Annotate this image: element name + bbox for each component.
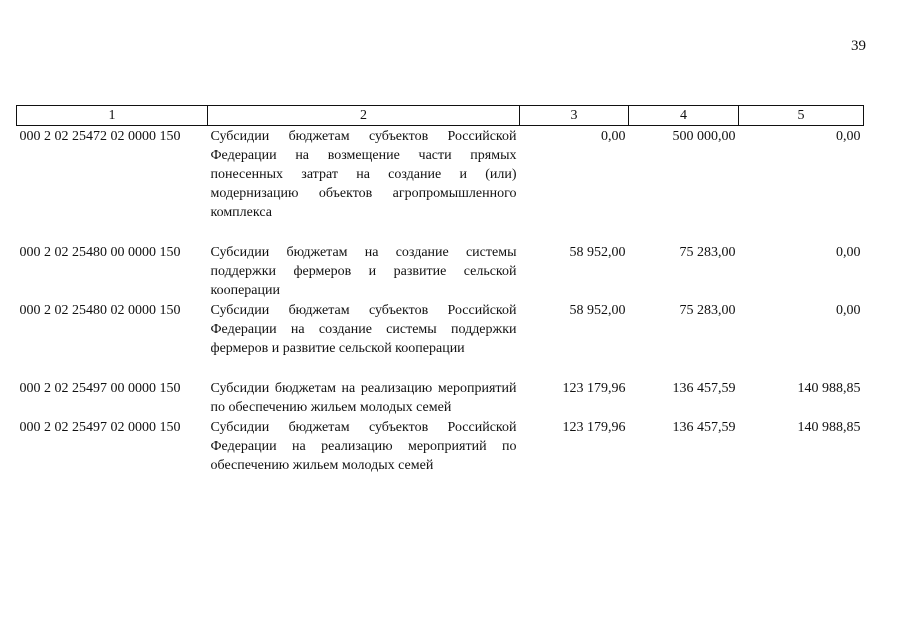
column-header-5: 5 — [739, 106, 864, 126]
row-code: 000 2 02 25480 00 0000 150 — [19, 245, 181, 260]
row-value-col3: 58 952,00 — [569, 303, 626, 318]
row-value-col4: 136 457,59 — [672, 381, 736, 396]
row-code: 000 2 02 25497 00 0000 150 — [19, 381, 181, 396]
row-value-col5: 0,00 — [836, 129, 861, 144]
row-spacer — [17, 358, 864, 378]
table-row — [17, 300, 864, 358]
row-value-col3: 58 952,00 — [569, 245, 626, 260]
row-spacer — [17, 222, 864, 242]
row-value-col3: 0,00 — [601, 129, 626, 144]
row-code: 000 2 02 25497 02 0000 150 — [19, 420, 181, 435]
row-value-col4: 136 457,59 — [672, 420, 736, 435]
row-value-col3: 123 179,96 — [562, 381, 626, 396]
row-code: 000 2 02 25480 02 0000 150 — [19, 303, 181, 318]
budget-table — [16, 105, 864, 475]
column-header-2: 2 — [208, 106, 520, 126]
row-code: 000 2 02 25472 02 0000 150 — [19, 129, 181, 144]
row-value-col5: 140 988,85 — [797, 381, 861, 396]
column-header-4: 4 — [629, 106, 739, 126]
row-value-col5: 0,00 — [836, 245, 861, 260]
table-row — [17, 417, 864, 475]
row-description: Субсидии бюджетам на реализацию мероприятий по обеспечению жильем молодых семей — [210, 381, 517, 415]
row-description: Субсидии бюджетам субъектов Российской Федерации на создание системы поддержки фермеров и развитие сельской кооперации — [210, 303, 517, 356]
row-description: Субсидии бюджетам на создание системы поддержки фермеров и развитие сельской кооперации — [210, 245, 517, 298]
row-value-col4: 75 283,00 — [679, 303, 736, 318]
row-value-col5: 0,00 — [836, 303, 861, 318]
row-value-col4: 75 283,00 — [679, 245, 736, 260]
row-value-col5: 140 988,85 — [797, 420, 861, 435]
page-number: 39 — [851, 38, 866, 54]
row-value-col4: 500 000,00 — [672, 129, 736, 144]
table-row — [17, 378, 864, 417]
row-value-col3: 123 179,96 — [562, 420, 626, 435]
row-description: Субсидии бюджетам субъектов Российской Федерации на реализацию мероприятий по обеспечению жильем молодых семей — [210, 420, 517, 473]
table-header-row — [17, 106, 864, 126]
column-header-3: 3 — [520, 106, 629, 126]
table-row — [17, 126, 864, 223]
column-header-1: 1 — [17, 106, 208, 126]
table-row — [17, 242, 864, 300]
row-description: Субсидии бюджетам субъектов Российской Федерации на возмещение части прямых понесенных затрат на создание и (или) модернизацию объектов агропромышленного комплекса — [210, 129, 517, 220]
